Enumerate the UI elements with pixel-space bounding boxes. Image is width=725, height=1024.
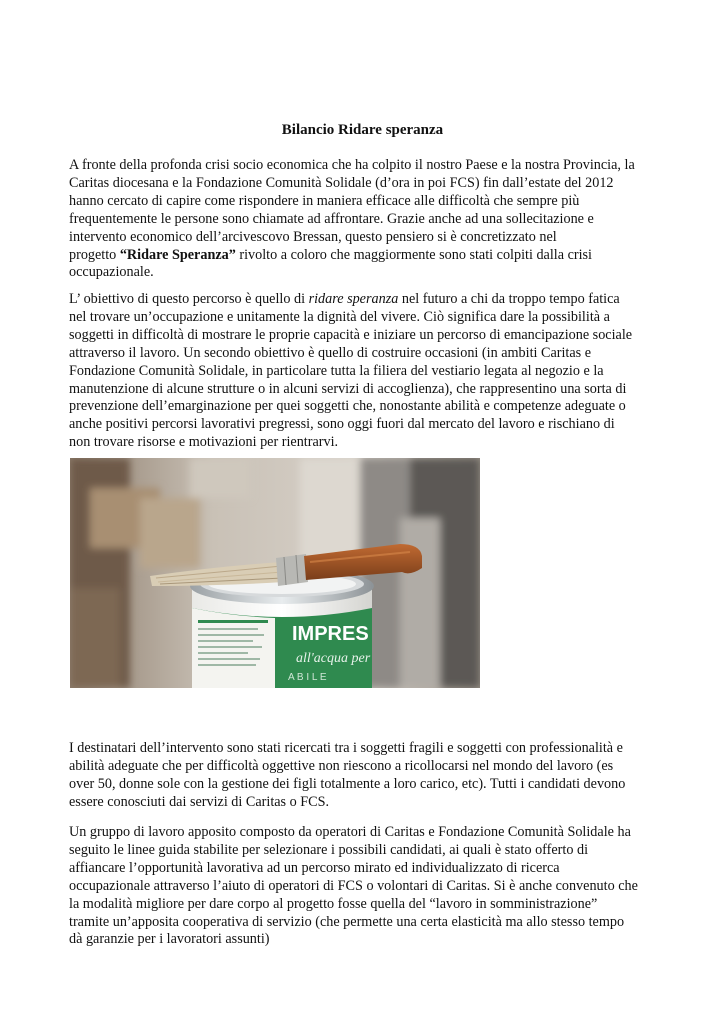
- text-line: non trovare risorse e motivazioni per rientrarvi.: [69, 434, 339, 451]
- paragraph-working-group: [69, 824, 669, 949]
- text-line: I destinatari dell’intervento sono stati ricercati tra i soggetti fragili e soggetti con professionalità e: [69, 740, 623, 756]
- text-line: la modalità migliore per dare corpo al progetto fosse quella del “lavoro in somministrazione”: [69, 895, 598, 912]
- text-line: nel trovare un’occupazione e unitamente la dignità del vivere. Ciò significa dare la possibilità a: [69, 308, 610, 325]
- text-line: attraverso il lavoro. Un secondo obiettivo è quello di costruire occasioni (in ambiti Caritas e: [69, 344, 592, 361]
- can-stripe-text: A B I L E: [288, 672, 327, 683]
- text-line: manutenzione di alcune strutture o in alcuni servizi di accoglienza), che rappresentino una sorta di: [69, 380, 627, 397]
- emphasis-text: ridare speranza: [308, 291, 399, 307]
- paragraph-intro: [69, 157, 669, 282]
- paragraph-recipients: [69, 740, 669, 812]
- text-run: rivolto a coloro che maggiormente sono stati colpiti dalla crisi: [235, 246, 592, 263]
- text-line: abilità adeguate che per difficoltà oggettive non riescono a ricollocarsi nel mondo del lavoro (es: [69, 757, 614, 774]
- text-run: L’ obiettivo di questo percorso è quello di: [69, 291, 309, 307]
- text-line: hanno cercato di capire come rispondere in maniera efficace alle difficoltà che sempre più: [69, 192, 580, 209]
- text-line: prevenzione dell’emarginazione per quei soggetti che, nonostante abilità e competenze adeguate o: [69, 398, 626, 415]
- text-line: over 50, donne sole con la gestione dei figli totalmente a loro carico, etc). Tutti i candidati devono: [69, 775, 626, 792]
- text-line: dà garanzie per i lavoratori assunti): [69, 931, 270, 948]
- project-name: “Ridare Speranza”: [119, 246, 236, 263]
- text-line: occupazionale.: [69, 264, 154, 281]
- text-line: essere conosciuti dai servizi di Caritas o FCS.: [69, 793, 330, 810]
- text-line: [69, 291, 669, 309]
- document-title: Bilancio Ridare speranza: [281, 122, 444, 138]
- paragraph-objectives: [69, 291, 669, 452]
- paint-can-photo: [70, 458, 480, 688]
- paint-can-illustration: [70, 458, 480, 688]
- text-line: Caritas diocesana e la Fondazione Comunità Solidale (d’ora in poi FCS) fin dall’estate del 2012: [69, 174, 614, 191]
- text-line: soggetti in difficoltà di mostrare le proprie capacità e iniziare un percorso di emancipazione sociale: [69, 326, 633, 343]
- text-line: occupazionale attraverso l’aiuto di operatori di FCS o volontari di Caritas. Si è anche convenuto che: [69, 877, 638, 894]
- text-line: anche positivi percorsi lavorativi pregressi, sono oggi fuori dal mercato del lavoro e rischiano di: [69, 416, 615, 433]
- paint-can: [190, 568, 374, 688]
- text-line: affiancare l’opportunità lavorativa ad un percorso mirato ed individualizzato di ricerca: [69, 859, 560, 876]
- text-line: A fronte della profonda crisi socio economica che ha colpito il nostro Paese e la nostra Provincia, la: [69, 157, 635, 173]
- text-run: nel futuro a chi da troppo tempo fatica: [398, 291, 620, 307]
- text-line: [69, 247, 669, 265]
- text-line: intervento economico dell’arcivescovo Bressan, questo pensiero si è concretizzato nel: [69, 228, 557, 245]
- text-run: progetto: [69, 246, 120, 263]
- can-brand-text: IMPRES: [292, 623, 369, 645]
- can-sub-text: all'acqua per: [296, 651, 371, 666]
- text-line: Fondazione Comunità Solidale, in particolare tutta la filiera del vestiario legata al negozio e la: [69, 362, 604, 379]
- text-line: seguito le linee guida stabilite per selezionare i possibili candidati, ai quali è stato offerto di: [69, 841, 589, 858]
- text-line: Un gruppo di lavoro apposito composto da operatori di Caritas e Fondazione Comunità Solidale ha: [69, 824, 631, 840]
- text-line: tramite un’apposita cooperativa di servizio (che permette una certa elasticità ma allo stesso tempo: [69, 913, 625, 930]
- text-line: frequentemente le persone sono chiamate ad affrontare. Grazie anche ad una sollecitazione e: [69, 210, 594, 227]
